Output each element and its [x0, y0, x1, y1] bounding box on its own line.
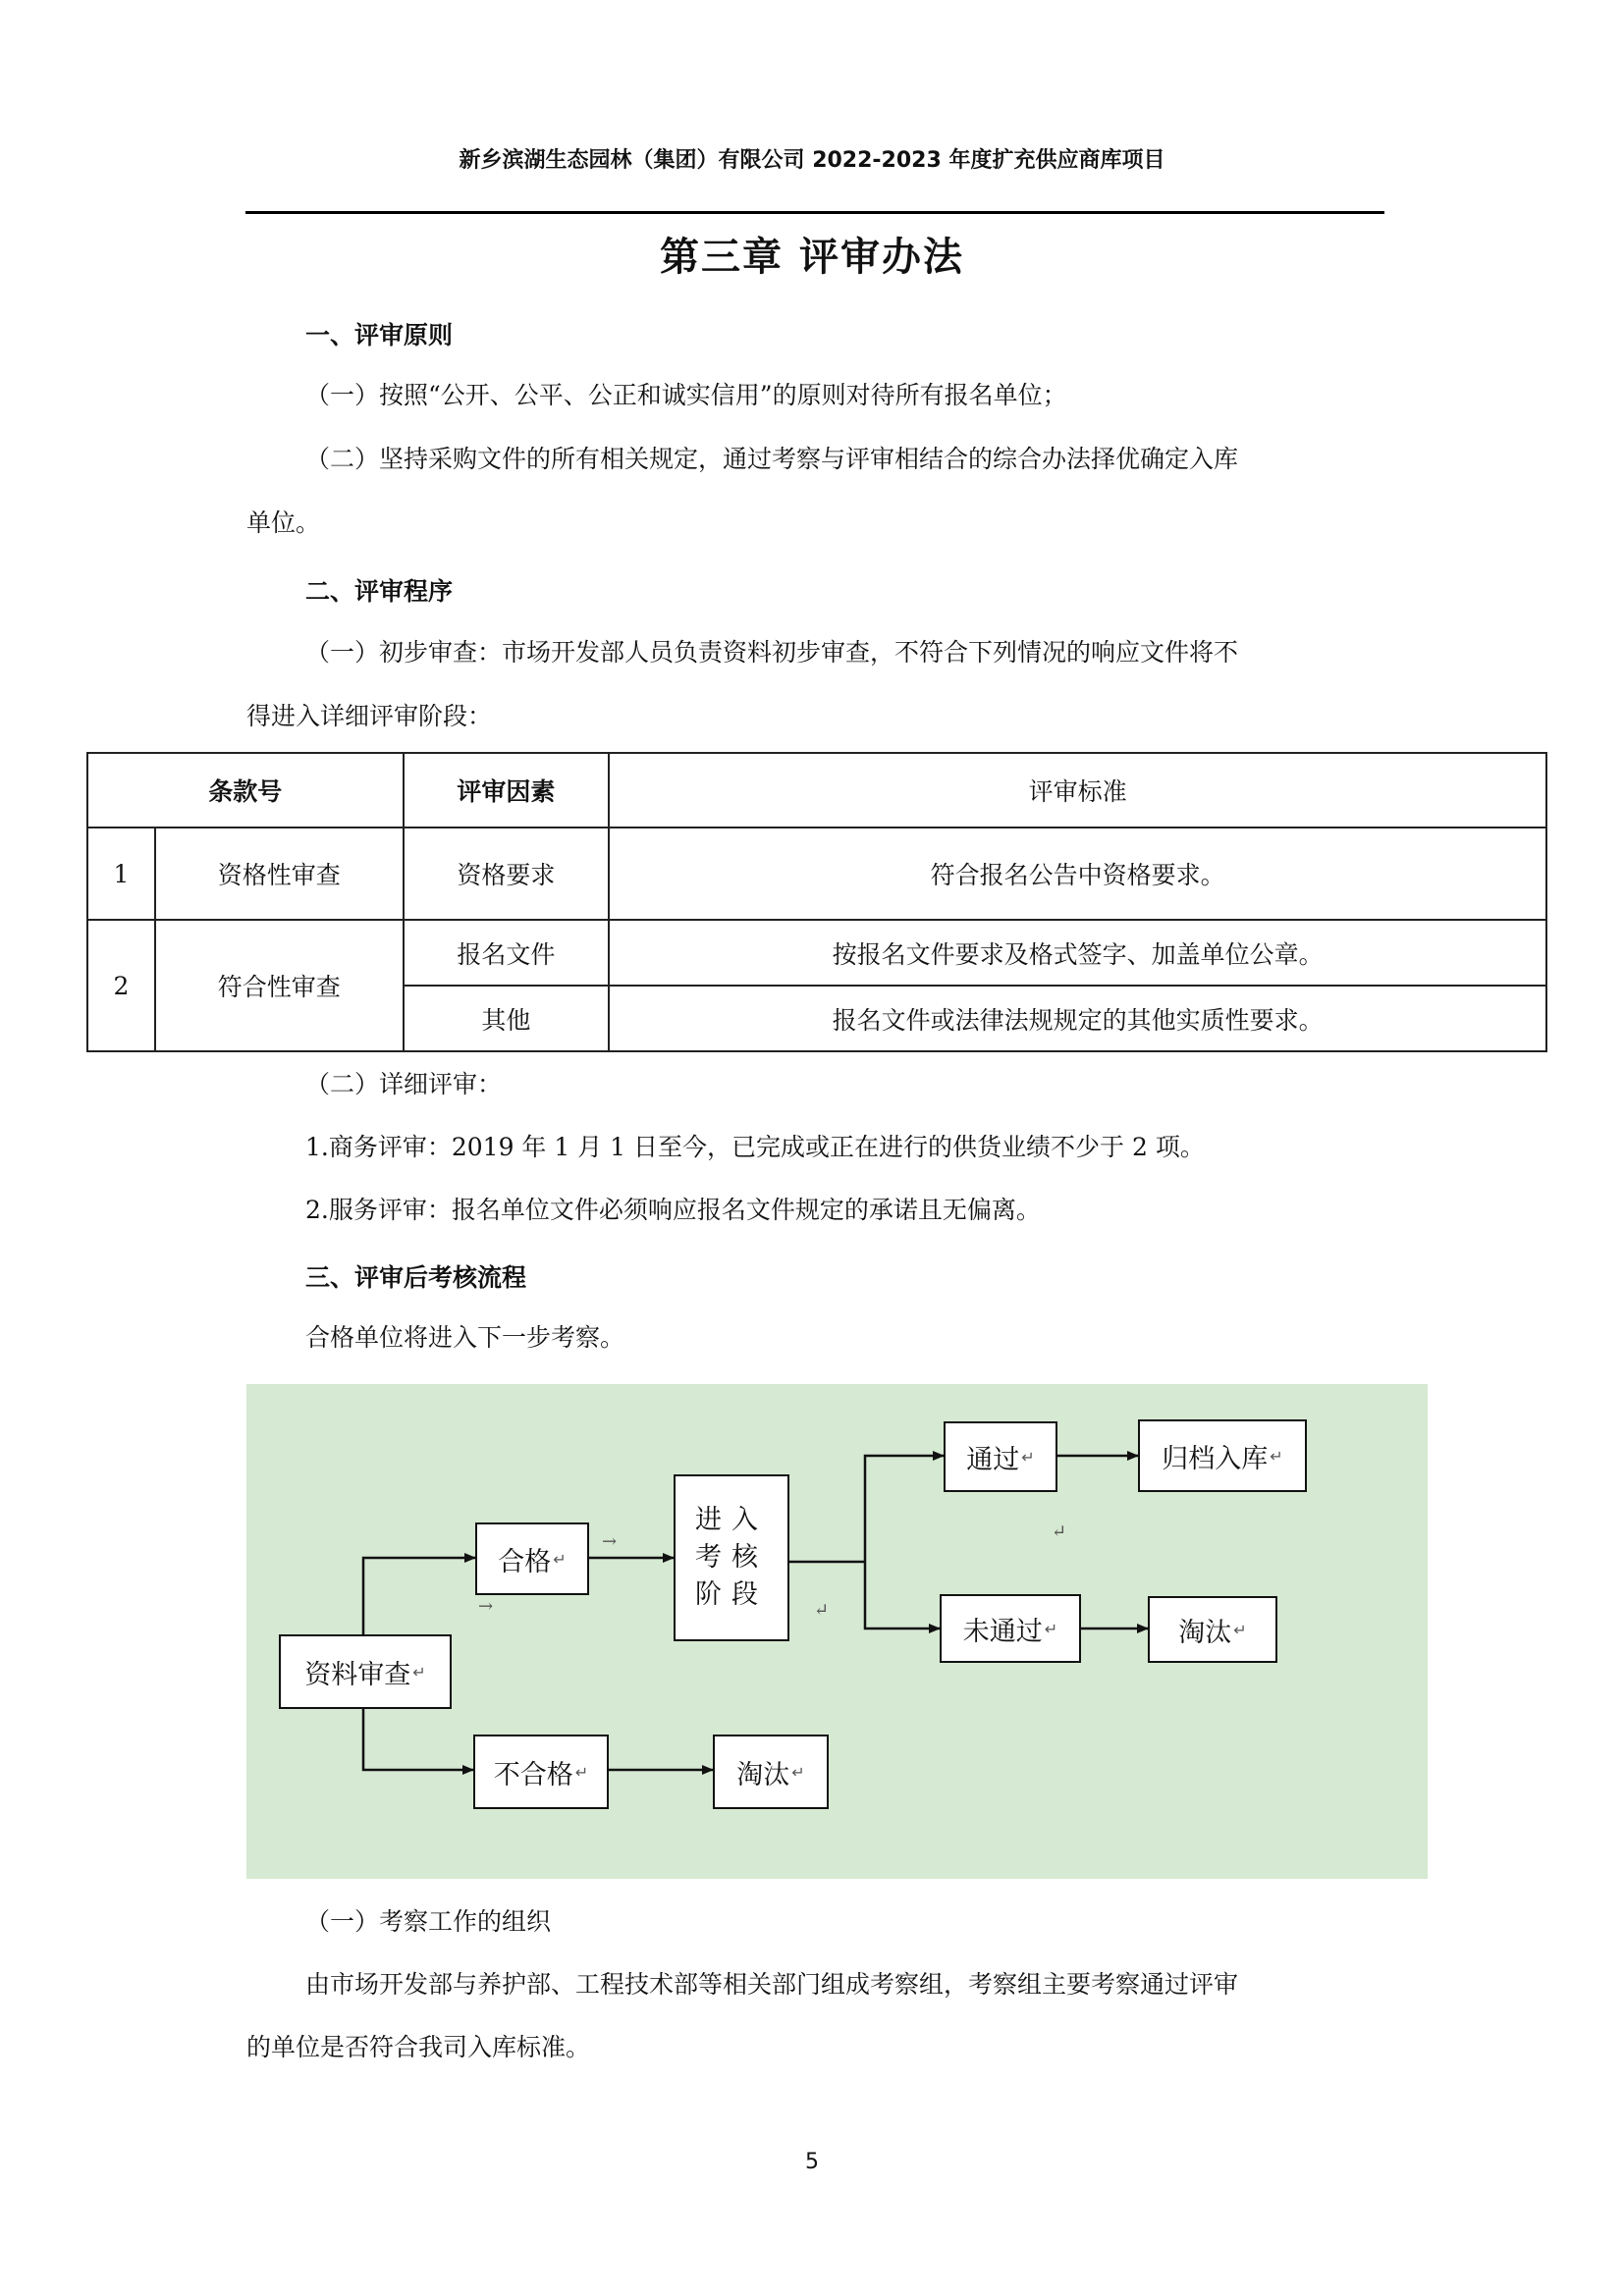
arrow-review-to-qualified — [363, 1558, 475, 1634]
section3-intro: 合格单位将进入下一步考察。 — [305, 1323, 625, 1352]
return-mark: ↵ — [1270, 1446, 1283, 1466]
node-pass — [944, 1421, 1057, 1492]
row-review-factor: 报名文件 — [404, 920, 610, 986]
header-review-factor: 评审因素 — [404, 753, 610, 828]
section1-paragraph2-line2: 单位。 — [246, 508, 321, 537]
node-document-review — [279, 1634, 452, 1709]
row-review-factor: 其他 — [404, 986, 610, 1051]
row-number: 1 — [87, 828, 155, 920]
stray-return-mark: ↵ — [1052, 1522, 1067, 1542]
return-mark: ↵ — [412, 1662, 426, 1682]
return-mark: ↵ — [791, 1762, 805, 1782]
stray-return-mark: ↵ — [814, 1600, 830, 1621]
section1-paragraph2-line1: （二）坚持采购文件的所有相关规定，通过考察与评审相结合的综合办法择优确定入库 — [305, 445, 1239, 473]
row-review-factor: 资格要求 — [404, 828, 610, 920]
table-header-row — [87, 753, 1546, 828]
row-review-standard: 符合报名公告中资格要求。 — [609, 828, 1546, 920]
node-assessment-line3: 阶段 — [695, 1579, 768, 1610]
review-table — [86, 752, 1547, 1052]
table-row — [87, 828, 1546, 920]
node-archive — [1138, 1419, 1307, 1492]
arrow-review-to-unqualified — [363, 1709, 473, 1770]
header-clause-no: 条款号 — [87, 753, 404, 828]
node-assessment-line2: 考核 — [695, 1542, 768, 1573]
detail-review-item2: 2.服务评审：报名单位文件必须响应报名文件规定的承诺且无偏离。 — [305, 1196, 1041, 1224]
section1-heading: 一、评审原则 — [305, 321, 454, 349]
node-unqualified-label: 不合格 — [493, 1759, 573, 1790]
section2-paragraph1-line2: 得进入详细评审阶段： — [246, 702, 493, 730]
assessment-flowchart — [246, 1384, 1428, 1879]
return-mark: ↵ — [1233, 1620, 1247, 1639]
node-assessment-line1: 进入 — [695, 1505, 768, 1535]
section2-paragraph1-line1: （一）初步审查：市场开发部人员负责资料初步审查，不符合下列情况的响应文件将不 — [305, 638, 1239, 667]
row-review-item: 符合性审查 — [155, 920, 404, 1051]
node-enter-assessment — [674, 1474, 789, 1641]
node-pass-label: 通过 — [966, 1444, 1020, 1475]
arrow-assessment-to-pass — [865, 1456, 944, 1562]
node-fail-label: 未通过 — [962, 1616, 1043, 1647]
node-qualified — [475, 1522, 589, 1595]
return-mark: ↵ — [553, 1549, 567, 1569]
org-paragraph-line2: 的单位是否符合我司入库标准。 — [246, 2033, 591, 2061]
return-mark: ↵ — [574, 1762, 589, 1782]
section2-heading: 二、评审程序 — [305, 577, 454, 606]
section1-paragraph1: （一）按照“公开、公平、公正和诚实信用”的原则对待所有报名单位； — [305, 381, 1067, 409]
org-heading: （一）考察工作的组织 — [305, 1907, 552, 1936]
node-unqualified — [473, 1735, 609, 1809]
org-paragraph-line1: 由市场开发部与养护部、工程技术部等相关部门组成考察组，考察组主要考察通过评审 — [305, 1970, 1239, 1999]
row-review-standard: 报名文件或法律法规规定的其他实质性要求。 — [609, 986, 1546, 1051]
node-document-review-label: 资料审查 — [304, 1659, 411, 1690]
arrow-assessment-to-fail — [865, 1562, 940, 1629]
return-mark: ↵ — [1021, 1447, 1035, 1467]
detail-review-item1: 1.商务评审：2019 年 1 月 1 日至今，已完成或正在进行的供货业绩不少于 2 项。 — [305, 1133, 1205, 1161]
detail-review-heading: （二）详细评审： — [305, 1070, 503, 1098]
document-header: 新乡滨湖生态园林（集团）有限公司 2022-2023 年度扩充供应商库项目 — [459, 148, 1165, 173]
header-rule — [245, 211, 1384, 214]
node-fail — [940, 1594, 1081, 1663]
node-eliminate-a-label: 淘汰 — [736, 1759, 790, 1790]
node-eliminate-a — [713, 1735, 829, 1809]
row-review-standard: 按报名文件要求及格式签字、加盖单位公章。 — [609, 920, 1546, 986]
return-mark: ↵ — [1044, 1619, 1058, 1638]
stray-arrow-mark: → — [602, 1531, 618, 1552]
page-number: 5 — [805, 2150, 819, 2174]
node-qualified-label: 合格 — [498, 1546, 552, 1577]
node-eliminate-b — [1148, 1596, 1277, 1663]
row-number: 2 — [87, 920, 155, 1051]
node-archive-label: 归档入库 — [1162, 1443, 1269, 1474]
chapter-title: 第三章 评审办法 — [660, 235, 964, 280]
header-review-standard: 评审标准 — [609, 753, 1546, 828]
table-row — [87, 920, 1546, 986]
row-review-item: 资格性审查 — [155, 828, 404, 920]
section3-heading: 三、评审后考核流程 — [305, 1263, 527, 1292]
stray-arrow-mark: → — [478, 1596, 494, 1617]
node-eliminate-b-label: 淘汰 — [1178, 1617, 1232, 1648]
